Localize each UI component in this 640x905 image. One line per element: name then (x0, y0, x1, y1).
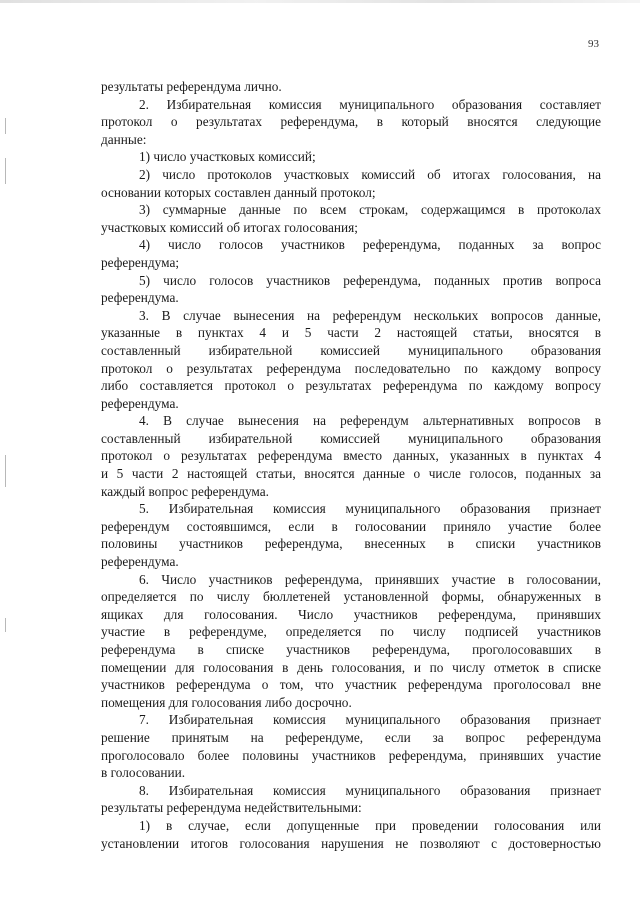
text-line: определяется по числу бюллетеней установленной формы, обнаруженных в (101, 589, 601, 605)
text-line: участковых комиссий об итогах голосования; (101, 219, 358, 235)
text-line: в голосовании. (101, 765, 186, 781)
text-line: 4. В случае вынесения на референдум альтернативных вопросов в (139, 413, 601, 429)
text-line: 7. Избирательная комиссия муниципального образования признает (139, 712, 601, 728)
page-number: 93 (588, 38, 599, 50)
text-line: участие в референдуме, определяется по числу подписей участников (101, 624, 601, 640)
text-line: референдума; (101, 254, 180, 270)
text-line: указанные в пунктах 4 и 5 части 2 настоящей статьи, вносятся в (101, 325, 601, 341)
text-line: половины участников референдума, внесенных в списки участников (101, 536, 601, 552)
text-line: ящиках для голосования. Число участников референдума, принявших (101, 606, 601, 622)
text-line: помещении для голосования в день голосования, и по числу отметок в списке (101, 659, 601, 675)
text-line: 5. Избирательная комиссия муниципального образования признает (139, 501, 601, 517)
text-line: 2) число протоколов участковых комиссий об итогах голосования, на (139, 166, 601, 182)
margin-mark (5, 118, 6, 134)
text-line: участников референдума о том, что участник референдума проголосовал вне (101, 677, 601, 693)
text-line: 3. В случае вынесения на референдум нескольких вопросов данные, (139, 307, 601, 323)
text-line: установлении итогов голосования нарушения не позволяют с достоверностью (101, 835, 601, 851)
margin-mark (5, 455, 6, 487)
text-line: помещения для голосования либо досрочно. (101, 694, 352, 710)
scan-edge (0, 0, 640, 3)
text-line: каждый вопрос референдума. (101, 483, 269, 499)
text-line: 1) число участковых комиссий; (139, 149, 316, 165)
text-line: референдума в списке участников референдума, проголосовавших в (101, 642, 601, 657)
text-line: либо составляется протокол о результатах референдума по каждому вопросу (101, 378, 601, 394)
text-line: решение принятым на референдуме, если за вопрос референдума (101, 729, 601, 745)
margin-mark (5, 618, 6, 632)
text-line: составленный избирательной комиссией муниципального образования (101, 342, 601, 358)
text-line: основании которых составлен данный протокол; (101, 184, 376, 200)
text-line: 1) в случае, если допущенные при проведении голосования или (139, 817, 601, 833)
text-line: 8. Избирательная комиссия муниципального образования признает (139, 782, 601, 798)
text-line: 4) число голосов участников референдума, поданных за вопрос (139, 237, 601, 253)
text-line: 5) число голосов участников референдума, поданных против вопроса (139, 272, 601, 288)
text-line: данные: (101, 131, 147, 147)
text-line: референдума. (101, 395, 179, 411)
text-line: проголосовало более половины участников референдума, принявших участие (101, 747, 601, 763)
text-line: результаты референдума лично. (101, 79, 282, 94)
text-line: 2. Избирательная комиссия муниципального образования составляет (139, 96, 601, 112)
text-line: протокол о результатах референдума последовательно по каждому вопросу (101, 360, 601, 376)
document-body (101, 78, 601, 852)
text-line: 6. Число участников референдума, принявших участие в голосовании, (139, 571, 601, 587)
text-line: и 5 части 2 настоящей статьи, вносятся данные о числе голосов, поданных за (101, 466, 601, 482)
text-line: 3) суммарные данные по всем строкам, содержащимся в протоколах (139, 202, 601, 218)
text-line: протокол о результатах референдума, в который вносятся следующие (101, 114, 601, 130)
text-line: референдум состоявшимся, если в голосовании приняло участие более (101, 518, 601, 534)
text-line: референдума. (101, 290, 179, 306)
text-line: составленный избирательной комиссией муниципального образования (101, 430, 601, 446)
margin-mark (5, 158, 6, 184)
text-line: протокол о результатах референдума вместо данных, указанных в пунктах 4 (101, 448, 601, 464)
text-line: референдума. (101, 554, 179, 570)
text-line: результаты референдума недействительными: (101, 800, 362, 816)
